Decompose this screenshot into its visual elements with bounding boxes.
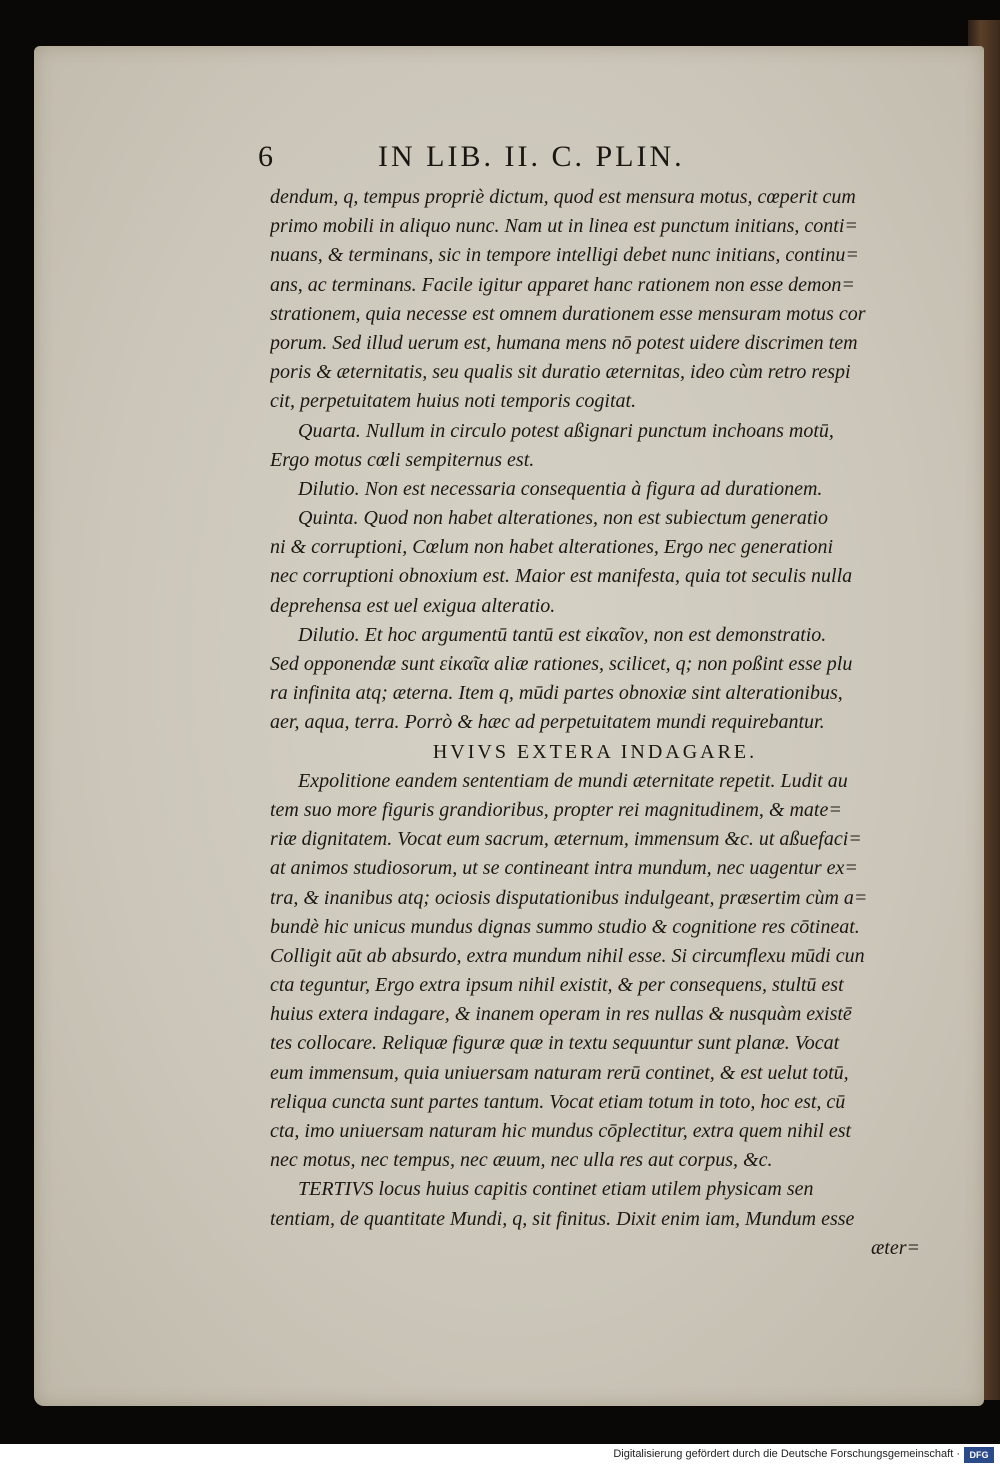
- text-line: strationem, quia necesse est omnem durationem esse mensuram motus cor: [270, 302, 866, 325]
- text-line: reliqua cuncta sunt partes tantum. Vocat etiam totum in toto, hoc est, cū: [270, 1090, 846, 1113]
- text-line: aer, aqua, terra. Porrò & hæc ad perpetuitatem mundi requirebantur.: [270, 711, 825, 734]
- running-title: IN LIB. II. C. PLIN.: [378, 140, 685, 173]
- text-line: dendum, q, tempus propriè dictum, quod est mensura motus, cœperit cum: [270, 186, 856, 208]
- text-line: porum. Sed illud uerum est, humana mens nō potest uidere discrimen tem: [270, 331, 858, 354]
- text-line: nec motus, nec tempus, nec æuum, nec ulla res aut corpus, &c.: [270, 1149, 773, 1172]
- text-line: huius extera indagare, & inanem operam in res nullas & nusquàm existē: [270, 1003, 852, 1026]
- text-line: ra infinita atq; æterna. Item q, mūdi partes obnoxiæ sint alterationibus,: [270, 682, 843, 705]
- text-line: tentiam, de quantitate Mundi, q, sit finitus. Dixit enim iam, Mundum esse: [270, 1207, 855, 1230]
- text-line: Dilutio. Et hoc argumentū tantū est εἰκαῖον, non est demonstratio.: [298, 623, 827, 646]
- text-line: tra, & inanibus atq; ociosis disputationibus indulgeant, præsertim cùm a=: [270, 886, 868, 909]
- text-line: Quarta. Nullum in circulo potest aßignari punctum inchoans motū,: [298, 419, 834, 442]
- text-line: primo mobili in aliquo nunc. Nam ut in linea est punctum initians, conti=: [270, 215, 858, 238]
- text-line: cit, perpetuitatem huius noti temporis cogitat.: [270, 390, 637, 413]
- text-line: riæ dignitatem. Vocat eum sacrum, æternum, immensum &c. ut aßuefaci=: [270, 828, 862, 851]
- text-line: at animos studiosorum, ut se contineant intra mundum, nec uagentur ex=: [270, 857, 858, 880]
- text-line: Expolitione eandem sententiam de mundi æternitate repetit. Ludit au: [298, 769, 848, 792]
- text-line: ni & corruptioni, Cœlum non habet alterationes, Ergo nec generationi: [270, 536, 834, 559]
- text-line: Quinta. Quod non habet alterationes, non est subiectum generatio: [298, 507, 828, 530]
- text-line: nec corruptioni obnoxium est. Maior est manifesta, quia tot seculis nulla: [270, 565, 853, 588]
- page-number: 6: [258, 140, 276, 173]
- funding-credit: Digitalisierung gefördert durch die Deutsche Forschungsgemeinschaft ·: [613, 1448, 960, 1460]
- text-line: nuans, & terminans, sic in tempore intelligi debet nunc initians, continu=: [270, 244, 859, 267]
- text-line: TERTIVS locus huius capitis continet etiam utilem physicam sen: [298, 1178, 814, 1201]
- text-line: cta, imo uniuersam naturam hic mundus cōplectitur, extra quem nihil est: [270, 1120, 852, 1142]
- text-line: Dilutio. Non est necessaria consequentia à figura ad durationem.: [298, 477, 823, 500]
- text-line: tes collocare. Reliquæ figuræ quæ in textu sequuntur sunt planæ. Vocat: [270, 1032, 840, 1055]
- text-line: ans, ac terminans. Facile igitur apparet hanc rationem non esse demon=: [270, 273, 855, 296]
- text-line: poris & æternitatis, seu qualis sit duratio æternitas, ideo cùm retro respi: [270, 361, 851, 384]
- running-head: [258, 140, 718, 180]
- text-line: Sed opponendæ sunt εἰκαῖα aliæ rationes, scilicet, q; non poßint esse plu: [270, 653, 853, 675]
- section-heading: HVIVS EXTERA INDAGARE.: [432, 740, 758, 763]
- catchword: æter=: [870, 1236, 920, 1259]
- body-text: [270, 183, 920, 1263]
- text-line: tem suo more figuris grandioribus, propter rei magnitudinem, & mate=: [270, 798, 842, 821]
- text-line: Colligit aūt ab absurdo, extra mundum nihil esse. Si circumflexu mūdi cun: [270, 944, 865, 967]
- text-line: eum immensum, quia uniuersam naturam rerū continet, & est uelut totū,: [270, 1061, 849, 1084]
- text-line: deprehensa est uel exigua alteratio.: [270, 594, 556, 617]
- text-line: Ergo motus cœli sempiternus est.: [270, 448, 535, 471]
- digitization-footer: [0, 1444, 1000, 1468]
- text-line: bundè hic unicus mundus dignas summo studio & cognitione res cōtineat.: [270, 915, 860, 938]
- text-line: cta teguntur, Ergo extra ipsum nihil existit, & per consequens, stultū est: [270, 974, 844, 997]
- dfg-logo: DFG: [964, 1447, 994, 1463]
